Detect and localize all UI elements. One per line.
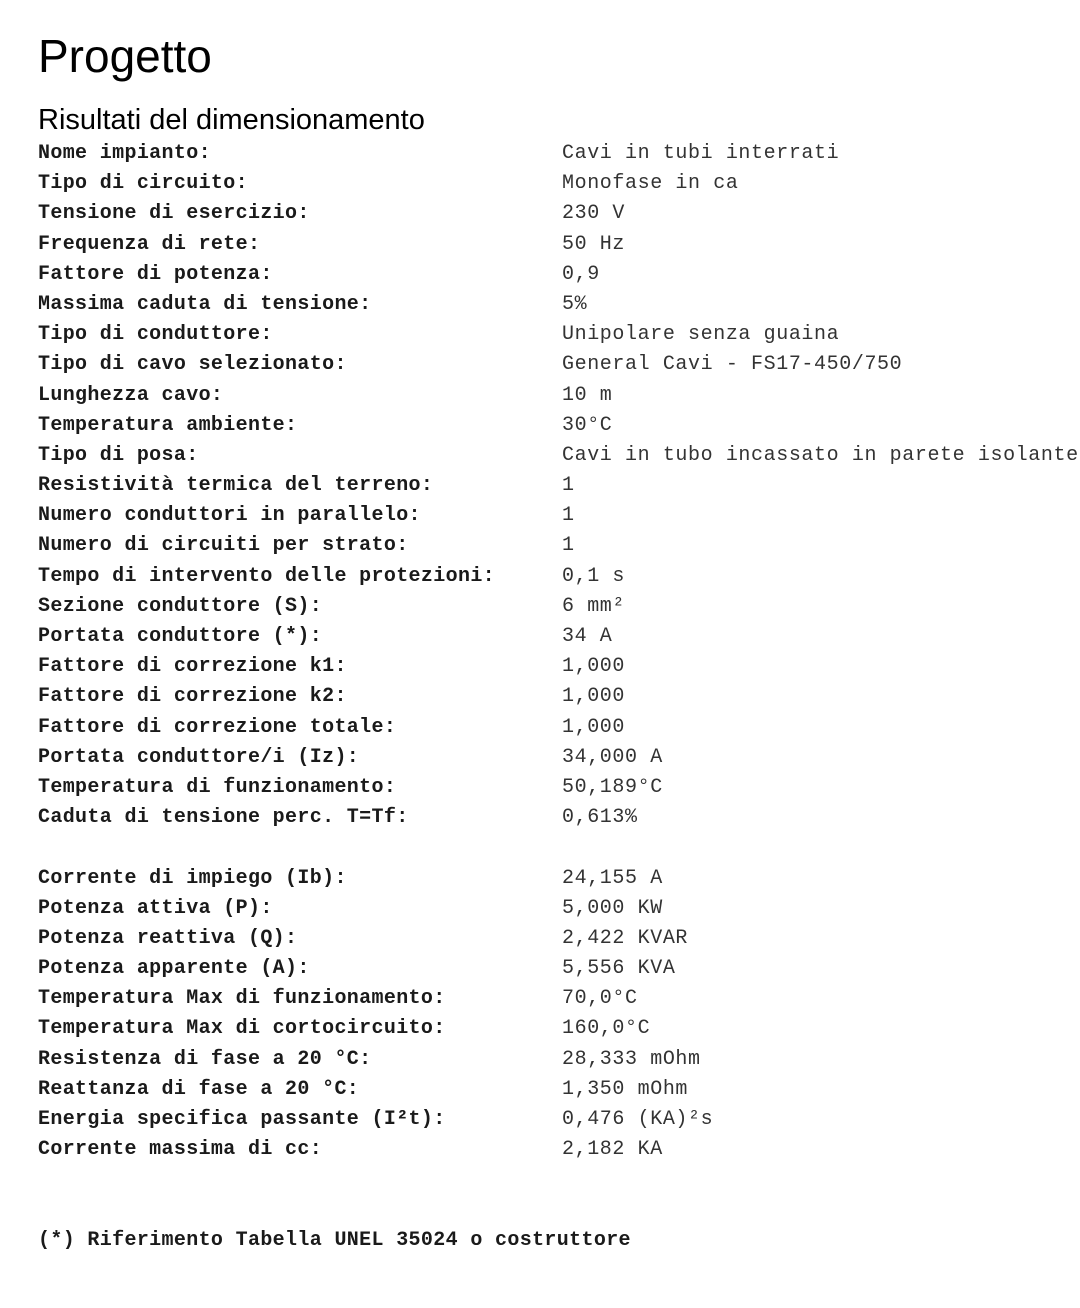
result-value: 2,422 KVAR xyxy=(562,926,689,950)
result-label: Nome impianto: xyxy=(38,142,211,165)
result-row xyxy=(38,924,1080,954)
result-row xyxy=(38,864,1080,894)
result-row xyxy=(38,954,1080,984)
result-value: 34,000 A xyxy=(562,745,663,769)
result-label: Temperatura Max di funzionamento: xyxy=(38,987,446,1011)
result-label: Tipo di posa: xyxy=(38,443,199,467)
result-row xyxy=(38,713,1080,743)
result-value: 2,182 KA xyxy=(562,1138,663,1162)
result-value: 1 xyxy=(562,534,575,558)
result-label: Tipo di circuito: xyxy=(38,172,248,196)
result-row xyxy=(38,743,1080,773)
result-value: 0,613% xyxy=(562,806,638,830)
result-value: 10 m xyxy=(562,383,613,407)
result-value: 160,0°C xyxy=(562,1017,651,1041)
result-label: Numero conduttori in parallelo: xyxy=(38,504,421,528)
result-value: 6 mm² xyxy=(562,594,626,618)
result-label: Reattanza di fase a 20 °C: xyxy=(38,1077,360,1101)
result-value: 30°C xyxy=(562,413,613,437)
result-row xyxy=(38,199,1080,229)
result-label: Potenza apparente (A): xyxy=(38,957,310,981)
footnote: (*) Riferimento Tabella UNEL 35024 o costruttore xyxy=(38,1229,631,1252)
result-value: Monofase in ca xyxy=(562,172,739,196)
result-label: Temperatura ambiente: xyxy=(38,413,298,437)
result-label: Fattore di potenza: xyxy=(38,262,273,286)
result-label: Tempo di intervento delle protezioni: xyxy=(38,564,496,588)
result-label: Fattore di correzione k1: xyxy=(38,655,347,679)
result-label: Potenza reattiva (Q): xyxy=(38,926,298,950)
page-title: Progetto xyxy=(38,30,212,82)
result-label: Tensione di esercizio: xyxy=(38,202,310,226)
result-label: Numero di circuiti per strato: xyxy=(38,534,409,558)
results-table xyxy=(38,139,1080,1165)
result-label: Fattore di correzione k2: xyxy=(38,685,347,709)
result-row xyxy=(38,1014,1080,1044)
result-value: 1,000 xyxy=(562,715,626,739)
result-label: Sezione conduttore (S): xyxy=(38,594,323,618)
result-label: Resistività termica del terreno: xyxy=(38,474,434,498)
result-value: 5,556 KVA xyxy=(562,957,676,981)
section-subtitle: Risultati del dimensionamento xyxy=(38,104,425,136)
result-row xyxy=(38,1135,1080,1165)
result-label: Frequenza di rete: xyxy=(38,232,261,256)
result-row xyxy=(38,652,1080,682)
result-row xyxy=(38,290,1080,320)
result-value: 50,189°C xyxy=(562,775,663,799)
result-value: 1 xyxy=(562,504,575,528)
result-row xyxy=(38,1075,1080,1105)
result-row xyxy=(38,169,1080,199)
result-value: 1,000 xyxy=(562,655,626,679)
result-label: Energia specifica passante (I²t): xyxy=(38,1108,446,1131)
result-row xyxy=(38,471,1080,501)
result-label: Caduta di tensione perc. T=Tf: xyxy=(38,806,409,830)
result-row xyxy=(38,139,1080,169)
result-value: 0,476 (KA)²s xyxy=(562,1108,714,1131)
result-value: 28,333 mOhm xyxy=(562,1047,701,1071)
result-row xyxy=(38,350,1080,380)
result-row xyxy=(38,984,1080,1014)
result-value: 5,000 KW xyxy=(562,896,663,920)
result-row xyxy=(38,622,1080,652)
result-value: 34 A xyxy=(562,625,613,648)
result-row xyxy=(38,592,1080,622)
result-label: Temperatura di funzionamento: xyxy=(38,775,397,799)
result-label: Massima caduta di tensione: xyxy=(38,292,372,316)
result-label: Tipo di conduttore: xyxy=(38,323,273,347)
result-value: 70,0°C xyxy=(562,987,638,1011)
result-row xyxy=(38,320,1080,350)
result-row xyxy=(38,501,1080,531)
result-row xyxy=(38,230,1080,260)
result-value: 1 xyxy=(562,474,575,498)
result-value: Unipolare senza guaina xyxy=(562,323,840,347)
result-row xyxy=(38,411,1080,441)
result-label: Tipo di cavo selezionato: xyxy=(38,353,347,377)
report-page xyxy=(38,0,1080,1308)
result-row xyxy=(38,894,1080,924)
result-row xyxy=(38,531,1080,561)
result-value: 1,350 mOhm xyxy=(562,1077,689,1101)
result-value: 230 V xyxy=(562,202,626,226)
result-row xyxy=(38,803,1080,833)
result-label: Portata conduttore (*): xyxy=(38,625,323,648)
result-label: Corrente massima di cc: xyxy=(38,1138,323,1162)
result-value: 0,9 xyxy=(562,262,600,286)
result-row xyxy=(38,1105,1080,1135)
result-row xyxy=(38,441,1080,471)
result-label: Portata conduttore/i (Iz): xyxy=(38,745,360,769)
result-label: Lunghezza cavo: xyxy=(38,383,224,407)
result-value: 24,155 A xyxy=(562,866,663,890)
result-value: Cavi in tubo incassato in parete isolante xyxy=(562,443,1079,467)
result-row xyxy=(38,1045,1080,1075)
result-row xyxy=(38,260,1080,290)
result-row xyxy=(38,682,1080,712)
result-value: General Cavi - FS17-450/750 xyxy=(562,353,903,377)
result-row xyxy=(38,381,1080,411)
result-label: Potenza attiva (P): xyxy=(38,896,273,920)
result-row xyxy=(38,562,1080,592)
result-value: Cavi in tubi interrati xyxy=(562,142,840,165)
result-label: Temperatura Max di cortocircuito: xyxy=(38,1017,446,1041)
result-label: Resistenza di fase a 20 °C: xyxy=(38,1047,372,1071)
result-value: 50 Hz xyxy=(562,232,626,256)
result-value: 1,000 xyxy=(562,685,626,709)
result-label: Fattore di correzione totale: xyxy=(38,715,397,739)
result-value: 0,1 s xyxy=(562,564,626,588)
result-row xyxy=(38,773,1080,803)
result-value: 5% xyxy=(562,292,588,316)
result-label: Corrente di impiego (Ib): xyxy=(38,866,347,890)
